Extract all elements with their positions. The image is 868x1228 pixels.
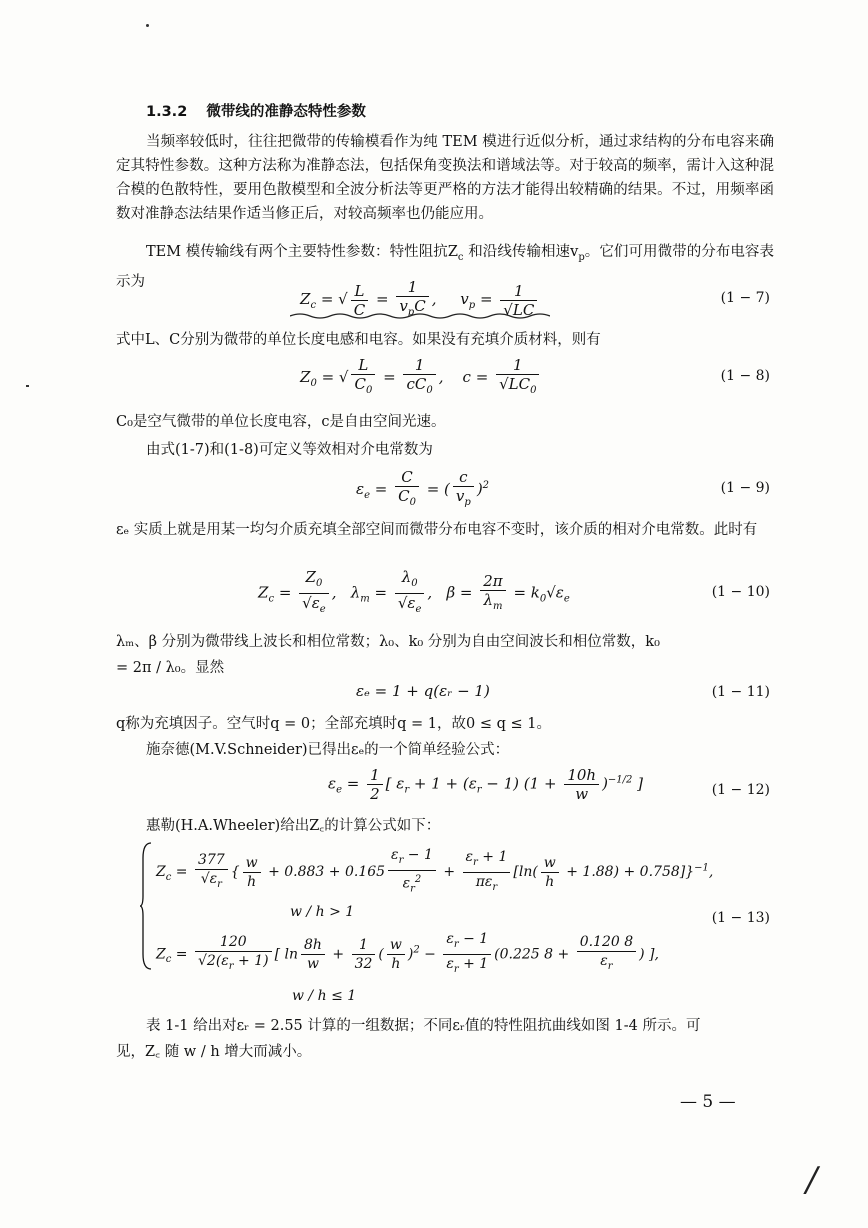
equation-number: (1 − 12) [711,782,770,798]
section-number: 1.3.2 [146,104,188,120]
equation-1-9: $\varepsilon_e$ = $\frac{C}{C_0}$ = ( $\frac{c}{v_p}$ )$^2$ [356,468,490,508]
tem-text-b: 和沿线传输相速v [468,244,579,260]
paragraph-after-1-7: 式中L、C分别为微带的单位长度电感和电容。如果没有充填介质材料，则有 [116,332,601,348]
equation-1-12: $\varepsilon_e$ = $\frac{1}{2}$ [ $\varepsilon_r + 1 + (\varepsilon_r - 1) (1$ + $\frac{10h}{w}$ )$^{-1/2}$ ] [328,766,644,803]
equation-1-13-case2: $Z_c$ = $\frac{120}{√2(\varepsilon_r + 1)}$ [ ln $\frac{8h}{w}$ + $\frac{1}{32}$ ( $\frac{w}{h}$ )$^2$ − $\frac{\varepsilon_r - 1}{\varepsilon_r + 1}$ (0.225 8 + $\frac{0.120 8}{\varepsilon_r}$ ) ], [156,931,659,975]
equation-number: (1 − 11) [711,684,770,700]
equation-1-13-case1: $Z_c$ = $\frac{377}{√\varepsilon_r}$ { $\frac{w}{h}$ + 0.883 + 0.165 $\frac{\varepsilon_r - 1}{\varepsilon_r^2}$ + $\frac{\varepsilon_r + 1}{\pi\varepsilon_r}$ [ln( $\frac{w}{h}$ + 1.88) + 0.758]}$^{-1}$, [156,847,714,895]
scan-speck [146,24,149,27]
scan-pen-mark: / [806,1160,818,1200]
equation-brace [140,842,152,970]
condition-wide: w / h > 1 [290,904,355,920]
paragraph-after-1-10-a: λₘ、β 分别为微带线上波长和相位常数；λ₀、k₀ 分别为自由空间波长和相位常数，k₀ [116,634,660,650]
tem-text-c: 。它们可用微带的分布电容表示为 [116,244,774,290]
paragraph-intro-1-12: 施奈德(M.V.Schneider)已得出εₑ的一个简单经验公式： [146,742,510,758]
equation-1-8: $Z_0$ = √ $\frac{L}{C_0}$ = $\frac{1}{cC_0}$ , c = $\frac{1}{√LC_0}$ [300,356,542,400]
section-heading [146,100,366,121]
paragraph-after-1-8: C₀是空气微带的单位长度电容，c是自由空间光速。 [116,414,446,430]
tem-text-a: TEM 模传输线有两个主要特性参数：特性阻抗Z [146,244,458,260]
page-number: — 5 — [680,1092,736,1112]
paragraph-intro-1-9: 由式(1-7)和(1-8)可定义等效相对介电常数为 [146,442,433,458]
equation-1-7: $Z_c$ = √ $\frac{L}{C}$ = $\frac{1}{v_pC}$ , $v_p$ = $\frac{1}{√LC}$ [300,278,540,322]
equation-number: (1 − 13) [711,910,770,926]
paragraph-after-1-10-b: = 2π / λ₀。显然 [116,660,225,676]
equation-1-10: $Z_c$ = $\frac{Z_0}{√\varepsilon_e}$ , $\lambda_m$ = $\frac{\lambda_0}{√\varepsilon_e}$ , β = $\frac{2\pi}{\lambda_m}$ = $k_0√\varepsilon_e$ [258,568,570,615]
scan-speck [26,385,29,387]
paragraph-final-b: 见，Z꜀ 随 w / h 增大而减小。 [116,1044,312,1060]
equation-1-11: εₑ = 1 + q(εᵣ − 1) [356,682,490,700]
equation-number: (1 − 9) [720,480,770,496]
paragraph-after-1-11: q称为充填因子。空气时q = 0；全部充填时q = 1，故0 ≤ q ≤ 1。 [116,716,551,732]
paragraph-intro: 当频率较低时，往往把微带的传输模看作为纯 TEM 模进行近似分析，通过求结构的分布电容来确定其特性参数。这种方法称为准静态法，包括保角变换法和谱域法等。对于较高的频率，需计入这种混合模的色散特性，要用色散模型和全波分析法等更严格的方法才能得出较精确的结果。不过，用频率函数对准静态法结果作适当修正后，对较高频率也仍能应用。 [116,134,774,222]
paragraph-final-a: 表 1-1 给出对εᵣ = 2.55 计算的一组数据；不同εᵣ值的特性阻抗曲线如图 1-4 所示。可 [146,1018,701,1034]
handwritten-underline [290,312,550,322]
equation-number: (1 − 10) [711,584,770,600]
paragraph-after-1-9: εₑ 实质上就是用某一均匀介质充填全部空间而微带分布电容不变时，该介质的相对介电常数。此时有 [116,522,758,538]
equation-number: (1 − 8) [720,368,770,384]
paragraph-tem: TEM 模传输线有两个主要特性参数：特性阻抗$Z_c$ 和沿线传输相速$v_p$。它们可用微带的分布电容表示为 [116,244,774,290]
condition-narrow: w / h ≤ 1 [292,988,357,1004]
equation-number: (1 − 7) [720,290,770,306]
paragraph-intro-1-13: 惠勒(H.A.Wheeler)给出Z꜀的计算公式如下： [146,818,441,834]
section-title: 微带线的准静态特性参数 [206,104,366,120]
